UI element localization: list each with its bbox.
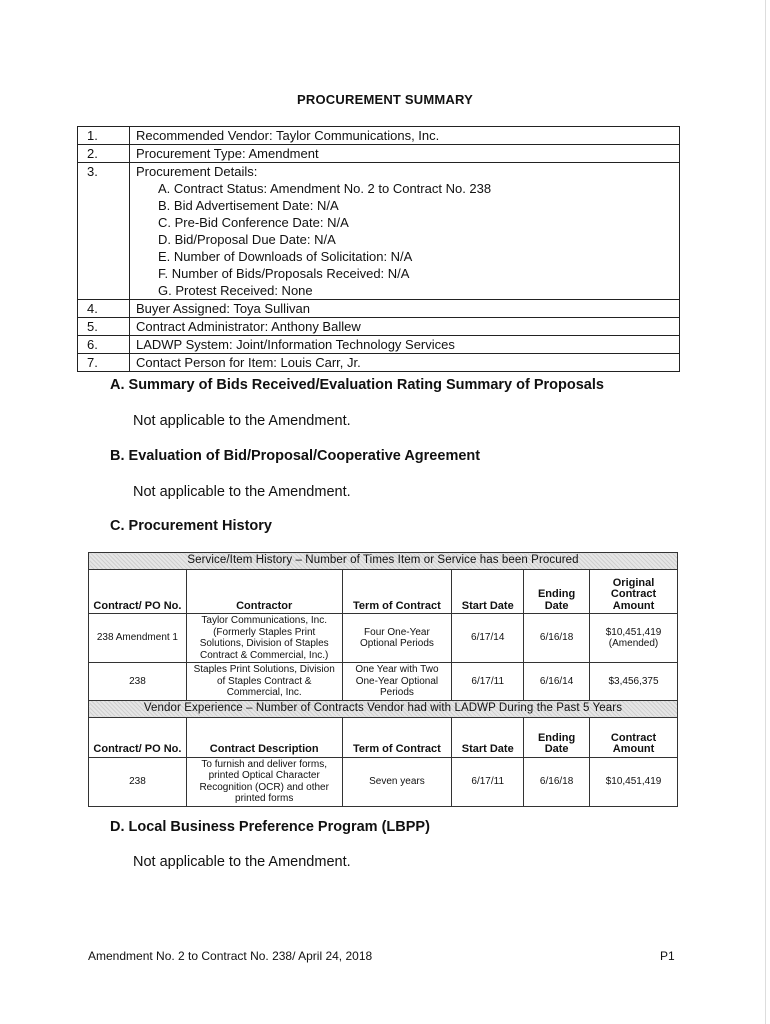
detail-item: E. Number of Downloads of Solicitation: N/A [158, 249, 413, 264]
row-text: Procurement Type: Amendment [130, 145, 680, 163]
table-cell: Seven years [342, 757, 452, 806]
column-header: Start Date [452, 570, 524, 614]
section-a-heading: A. Summary of Bids Received/Evaluation Rating Summary of Proposals [110, 377, 604, 393]
table-cell: Four One-Year Optional Periods [342, 614, 452, 663]
section-d-heading: D. Local Business Preference Program (LBPP) [110, 819, 430, 835]
table-row [78, 300, 680, 318]
detail-item: D. Bid/Proposal Due Date: N/A [158, 232, 336, 247]
section-c-heading: C. Procurement History [110, 518, 272, 534]
table-row [89, 663, 678, 701]
column-header: Term of Contract [342, 570, 452, 614]
table-row [78, 145, 680, 163]
row-number: 2. [78, 145, 130, 163]
row-number: 6. [78, 336, 130, 354]
table-cell: 6/17/11 [452, 757, 524, 806]
table-cell: Taylor Communications, Inc. (Formerly Staples Print Solutions, Division of Staples Contract & Commercial, Inc.) [186, 614, 342, 663]
table-row [89, 614, 678, 663]
procurement-summary-table [77, 126, 680, 372]
table-cell: One Year with Two One-Year Optional Periods [342, 663, 452, 701]
table-cell: 238 [89, 663, 187, 701]
detail-item: F. Number of Bids/Proposals Received: N/A [158, 266, 410, 281]
table-row [78, 163, 680, 300]
column-header: Contract Amount [590, 717, 678, 757]
row-text: LADWP System: Joint/Information Technology Services [130, 336, 680, 354]
row-number: 7. [78, 354, 130, 372]
column-header: Original Contract Amount [590, 570, 678, 614]
row-number: 1. [78, 127, 130, 145]
table-cell: To furnish and deliver forms, printed Optical Character Recognition (OCR) and other printed forms [186, 757, 342, 806]
detail-item: C. Pre-Bid Conference Date: N/A [158, 215, 349, 230]
table-cell: $3,456,375 [590, 663, 678, 701]
table-cell: 6/17/14 [452, 614, 524, 663]
table-row [89, 757, 678, 806]
table-cell: 6/17/11 [452, 663, 524, 701]
row-number: 5. [78, 318, 130, 336]
table-header-row [89, 570, 678, 614]
table-cell: Staples Print Solutions, Division of Staples Contract & Commercial, Inc. [186, 663, 342, 701]
column-header: Term of Contract [342, 717, 452, 757]
table-row [89, 700, 678, 717]
table-cell: 238 [89, 757, 187, 806]
table-row [78, 127, 680, 145]
table-cell: 6/16/18 [524, 614, 590, 663]
row-text: Procurement Details: [136, 164, 258, 179]
column-header: Contract/ PO No. [89, 570, 187, 614]
page-title: PROCUREMENT SUMMARY [297, 92, 473, 107]
scan-edge-line [765, 0, 766, 1024]
row-text: Contract Administrator: Anthony Ballew [130, 318, 680, 336]
footer-reference: Amendment No. 2 to Contract No. 238/ April 24, 2018 [88, 949, 373, 963]
row-number: 4. [78, 300, 130, 318]
table-cell: $10,451,419 (Amended) [590, 614, 678, 663]
procurement-details-cell [130, 163, 680, 300]
detail-item: A. Contract Status: Amendment No. 2 to Contract No. 238 [158, 181, 492, 196]
table-cell: 6/16/14 [524, 663, 590, 701]
table-row [78, 318, 680, 336]
row-text: Recommended Vendor: Taylor Communications, Inc. [130, 127, 680, 145]
row-text: Buyer Assigned: Toya Sullivan [130, 300, 680, 318]
page-number: P1 [660, 949, 675, 963]
column-header: Contract Description [186, 717, 342, 757]
table-cell: $10,451,419 [590, 757, 678, 806]
procurement-history-table [88, 552, 678, 807]
table-cell: 6/16/18 [524, 757, 590, 806]
table-row [89, 553, 678, 570]
table-header-row [89, 717, 678, 757]
row-text: Contact Person for Item: Louis Carr, Jr. [130, 354, 680, 372]
detail-item: G. Protest Received: None [158, 283, 313, 298]
row-number: 3. [78, 163, 130, 300]
table-row [78, 354, 680, 372]
section-a-body: Not applicable to the Amendment. [133, 413, 351, 429]
detail-item: B. Bid Advertisement Date: N/A [158, 198, 339, 213]
section-b-body: Not applicable to the Amendment. [133, 484, 351, 500]
table-row [78, 336, 680, 354]
vendor-experience-banner: Vendor Experience – Number of Contracts Vendor had with LADWP During the Past 5 Years [89, 700, 678, 717]
column-header: Contractor [186, 570, 342, 614]
service-history-banner: Service/Item History – Number of Times Item or Service has been Procured [89, 553, 678, 570]
table-cell: 238 Amendment 1 [89, 614, 187, 663]
column-header: Start Date [452, 717, 524, 757]
column-header: Contract/ PO No. [89, 717, 187, 757]
column-header: Ending Date [524, 570, 590, 614]
section-b-heading: B. Evaluation of Bid/Proposal/Cooperative Agreement [110, 448, 481, 464]
column-header: Ending Date [524, 717, 590, 757]
section-d-body: Not applicable to the Amendment. [133, 854, 351, 870]
